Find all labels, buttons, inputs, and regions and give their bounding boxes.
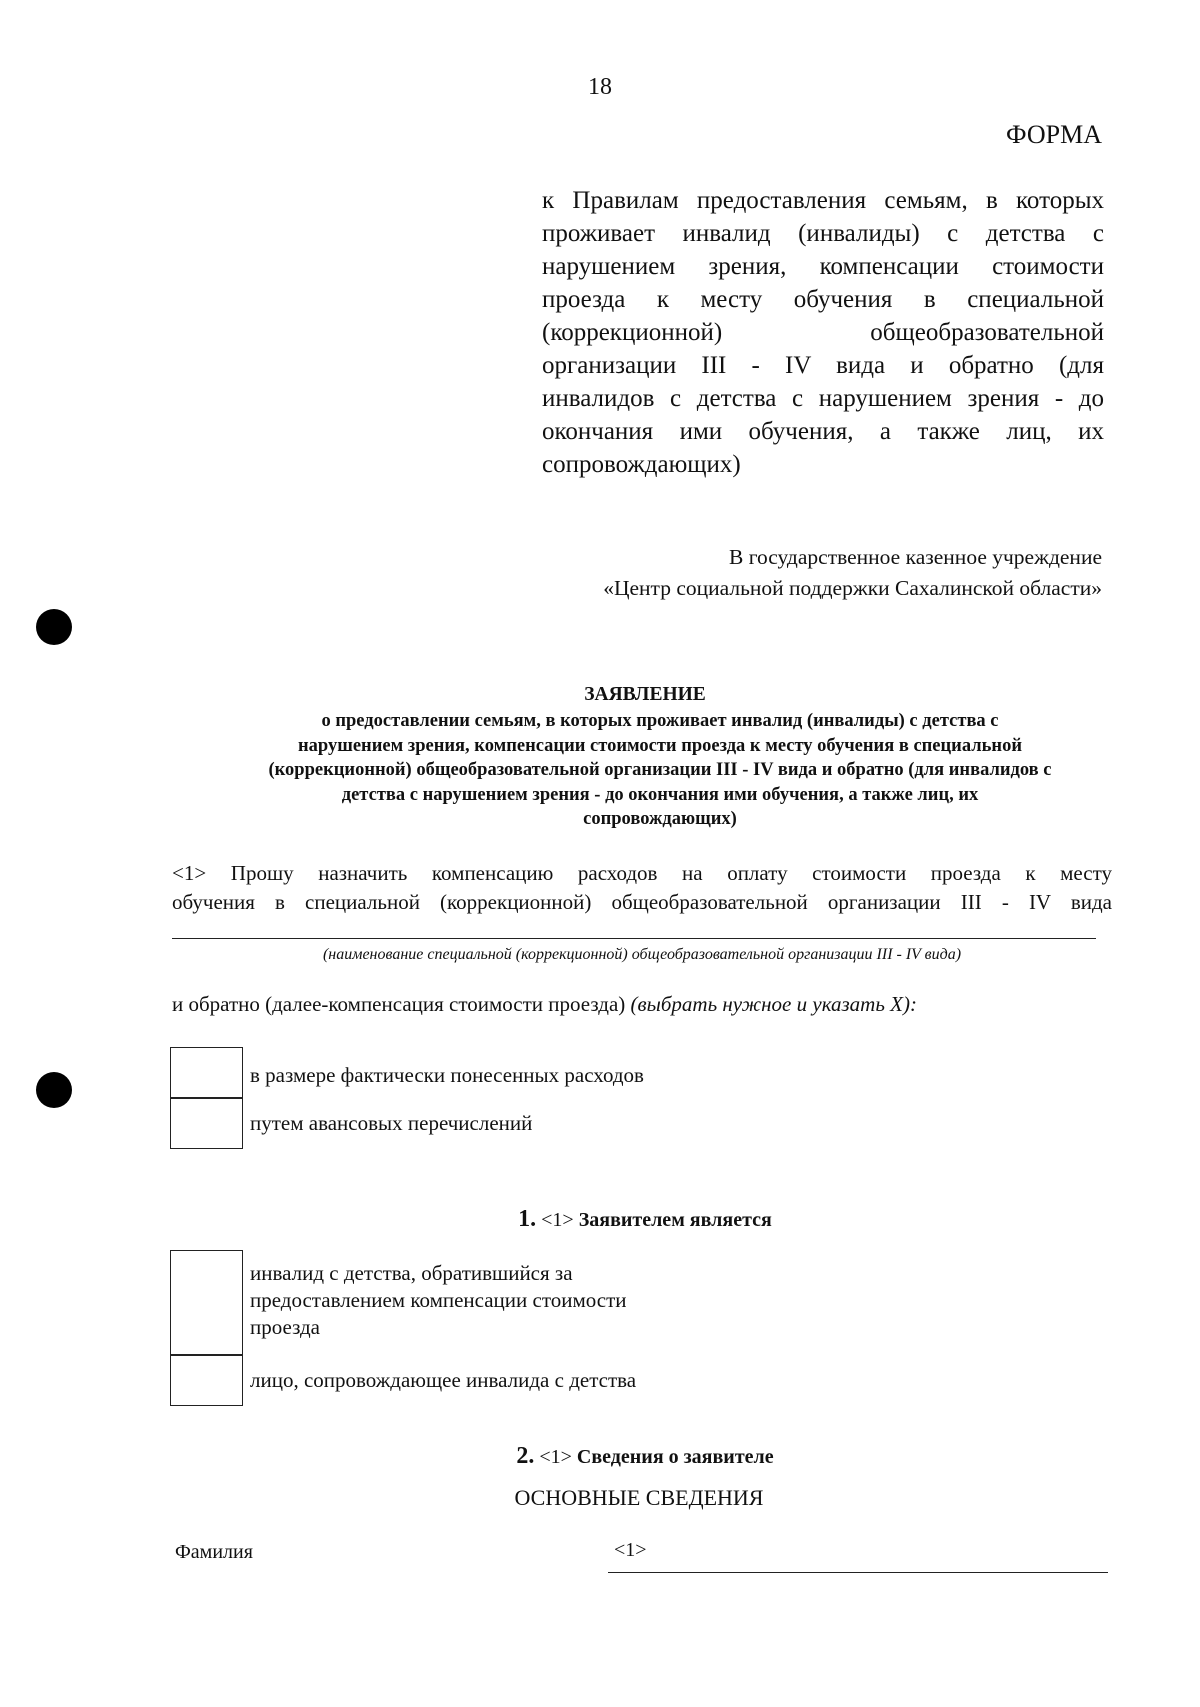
rules-line: сопровождающих) — [542, 451, 741, 478]
request-line: <1> Прошу назначить компенсацию расходов на оплату стоимости проезда к месту — [172, 861, 1112, 885]
section1-heading — [0, 1206, 1200, 1233]
form-label: ФОРМА — [1006, 120, 1102, 149]
rules-line: организации III - IV вида и обратно (для — [542, 352, 1104, 379]
rules-line: проезда к месту обучения в специальной — [542, 286, 1104, 313]
addressee-line: «Центр социальной поддержки Сахалинской области» — [603, 576, 1102, 600]
addressee-line: В государственное казенное учреждение — [728, 545, 1102, 569]
request-line: обучения в специальной (коррекционной) общеобразовательной организации III - IV вида — [172, 890, 1112, 914]
rules-line: инвалидов с детства с нарушением зрения - до — [542, 385, 1104, 412]
advance-payment-option-label: путем авансовых перечислений — [250, 1111, 533, 1135]
section2-number: 2. — [516, 1443, 535, 1469]
applicant-is-invalid-checkbox[interactable] — [170, 1250, 243, 1356]
subtitle-line: (коррекционной) общеобразовательной организации III - IV вида и обратно (для инвалидов с — [268, 760, 1052, 780]
section2-tag: <1> — [539, 1446, 572, 1468]
page-number: 18 — [588, 74, 612, 100]
option-line: предоставлением компенсации стоимости — [250, 1288, 627, 1312]
applicant-is-companion-label: лицо, сопровождающее инвалида с детства — [250, 1368, 637, 1392]
and-back-hint: (выбрать нужное и указать X): — [630, 992, 917, 1016]
basic-info-subheading: ОСНОВНЫЕ СВЕДЕНИЯ — [514, 1485, 764, 1510]
option-line: проезда — [250, 1315, 320, 1339]
applicant-is-companion-checkbox[interactable] — [170, 1354, 243, 1406]
subtitle-line: нарушением зрения, компенсации стоимости проезда к месту обучения в специальной — [298, 735, 1022, 756]
subtitle-line: о предоставлении семьям, в которых проживает инвалид (инвалиды) с детства с — [321, 711, 999, 731]
surname-label: Фамилия — [175, 1541, 253, 1563]
institution-name-field[interactable] — [172, 908, 1096, 936]
rules-line: окончания ими обучения, а также лиц, их — [542, 418, 1104, 445]
addressee-block — [603, 542, 1102, 604]
document-subtitle — [160, 709, 1160, 832]
institution-name-underline — [172, 938, 1096, 939]
rules-line: к Правилам предоставления семьям, в которых — [542, 187, 1104, 214]
subtitle-line: детства с нарушением зрения - до окончания ими обучения, а также лиц, их — [341, 784, 979, 805]
rules-line: (коррекционной) общеобразовательной — [542, 319, 1104, 346]
section1-tag: <1> — [541, 1209, 574, 1231]
rules-reference-block — [542, 184, 1104, 481]
institution-name-caption: (наименование специальной (коррекционной) общеобразовательной организации III - IV вида) — [322, 946, 962, 963]
advance-payment-checkbox[interactable] — [170, 1097, 243, 1149]
surname-underline — [608, 1572, 1108, 1573]
actual-expenses-checkbox[interactable] — [170, 1047, 243, 1099]
subtitle-line: сопровождающих) — [583, 809, 737, 829]
document-title: ЗАЯВЛЕНИЕ — [584, 684, 706, 705]
applicant-is-invalid-label — [250, 1260, 627, 1341]
actual-expenses-option-label: в размере фактически понесенных расходов — [250, 1063, 644, 1087]
and-back-label: и обратно (далее-компенсация стоимости проезда) — [172, 992, 626, 1016]
section1-title: Заявителем является — [578, 1209, 772, 1231]
section1-number: 1. — [518, 1206, 537, 1232]
surname-field[interactable] — [660, 1541, 1100, 1567]
section2-title: Сведения о заявителе — [576, 1446, 774, 1468]
surname-marker: <1> — [614, 1539, 647, 1561]
rules-line: проживает инвалид (инвалиды) с детства с — [542, 220, 1104, 247]
hole-punch-mark — [36, 609, 72, 645]
option-line: инвалид с детства, обратившийся за — [250, 1261, 573, 1285]
and-back-text — [172, 992, 917, 1017]
section2-heading — [0, 1443, 1200, 1470]
hole-punch-mark — [36, 1072, 72, 1108]
rules-line: нарушением зрения, компенсации стоимости — [542, 253, 1104, 280]
